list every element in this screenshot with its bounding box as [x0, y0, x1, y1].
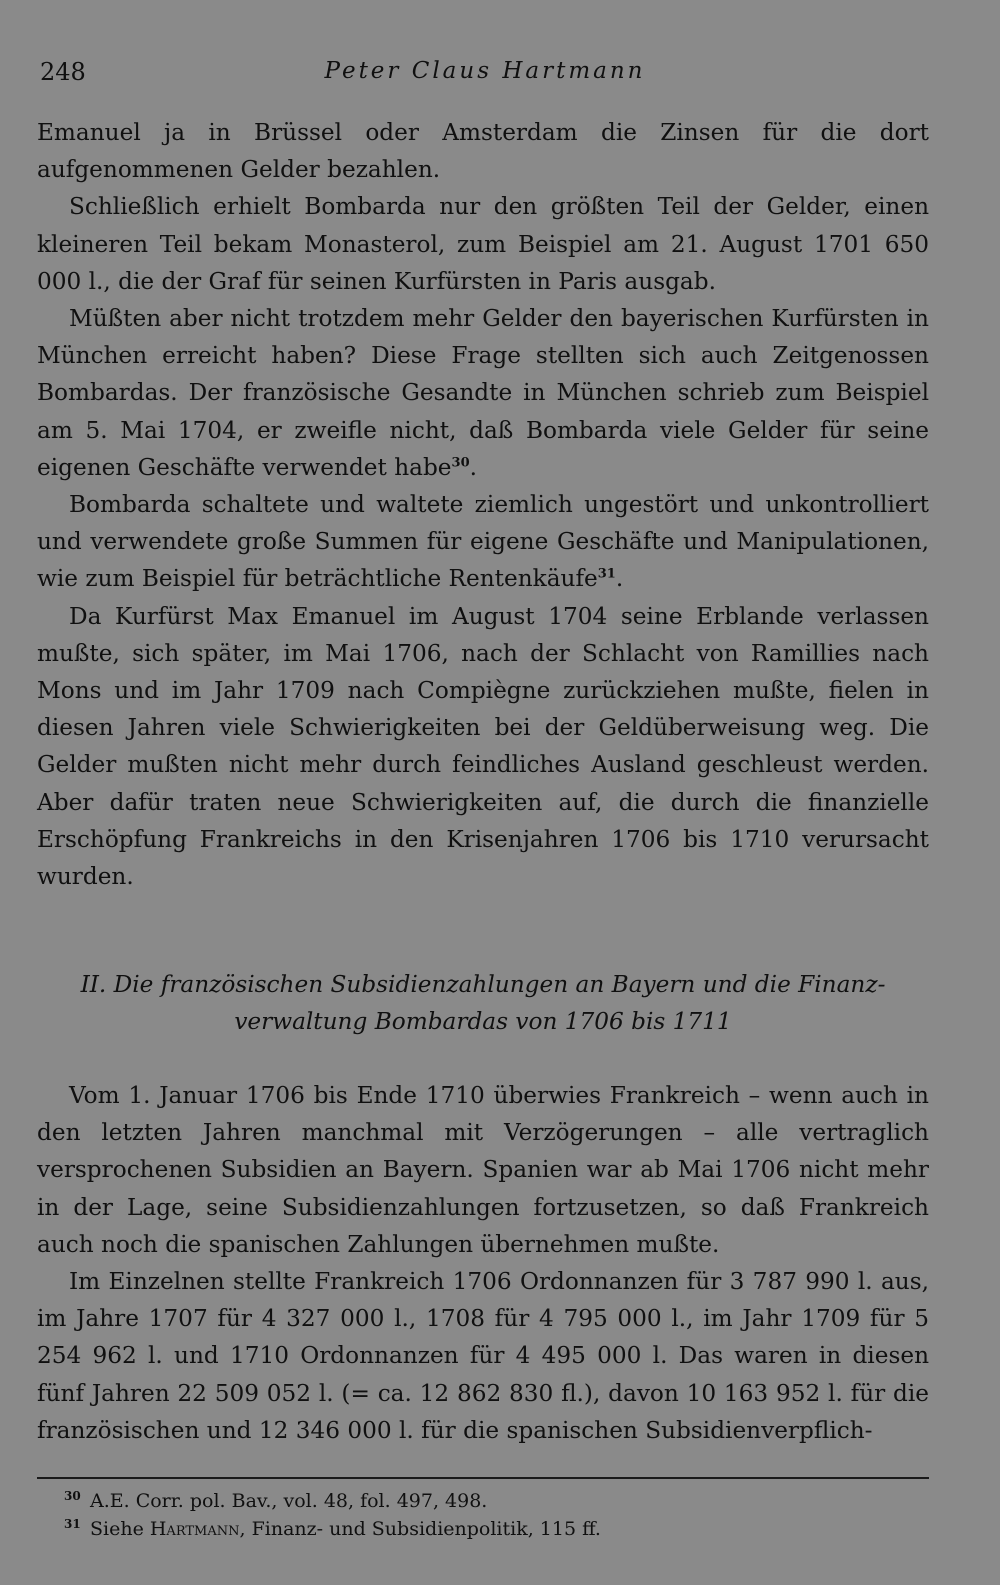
paragraph: Emanuel ja in Brüssel oder Amsterdam die Zinsen für die dort aufgenommenen Gelder bezahlen.	[37, 119, 929, 184]
body-text-section-2	[37, 1077, 929, 1449]
section-heading	[37, 966, 929, 1040]
paragraph: Vom 1. Januar 1706 bis Ende 1710 überwies Frankreich – wenn auch in den letzten Jahren manchmal mit Verzögerungen – alle vertraglich versprochenen Subsidien an Bayern. Spanien war ab Mai 1706 nicht mehr in der Lage, seine Subsidienzahlungen fortzusetzen, so daß Frankreich auch noch die spanischen Zahlungen übernehmen mußte.	[37, 1082, 929, 1258]
footnote-text: A.E. Corr. pol. Bav., vol. 48, fol. 497, 498.	[90, 1490, 488, 1512]
footnote-text-prefix: Siehe	[90, 1518, 150, 1540]
body-text-section-1	[37, 114, 929, 895]
footnote: 30 A.E. Corr. pol. Bav., vol. 48, fol. 497, 498.	[64, 1488, 488, 1512]
paragraph-punctuation: .	[615, 565, 624, 593]
paragraph-text: Müßten aber nicht trotzdem mehr Gelder den bayerischen Kurfürsten in München erreicht haben? Diese Frage stellten sich auch Zeitgenossen Bombardas. Der französische Gesandte in München schrieb zum Beispiel am 5. Mai 1704, er zweifle nicht, daß Bombarda viele Gelder für seine eigenen Geschäfte verwendet habe	[37, 305, 929, 481]
paragraph	[37, 486, 929, 598]
footnote-divider	[37, 1477, 929, 1479]
running-head-author: Peter Claus Hartmann	[324, 58, 646, 84]
paragraph: Schließlich erhielt Bombarda nur den größten Teil der Gelder, einen kleineren Teil bekam Monasterol, zum Beispiel am 21. August 1701 650 000 l., die der Graf für seinen Kurfürsten in Paris ausgab.	[37, 193, 929, 295]
page-number: 248	[40, 58, 86, 86]
paragraph-text: Bombarda schaltete und waltete ziemlich ungestört und unkontrolliert und verwendete große Summen für eigene Geschäfte und Manipulationen, wie zum Beispiel für beträchtliche Rentenkäufe	[37, 491, 929, 593]
section-heading-line: verwaltung Bombardas von 1706 bis 1711	[234, 1008, 732, 1035]
footnote: 31 Siehe Hartmann, Finanz- und Subsidienpolitik, 115 ff.	[64, 1516, 601, 1540]
footnote-author: Hartmann	[149, 1518, 240, 1540]
section-heading-line: II. Die französischen Subsidienzahlungen an Bayern und die Finanz-	[80, 971, 886, 998]
paragraph	[37, 300, 929, 486]
footnote-text: , Finanz- und Subsidienpolitik, 115 ff.	[239, 1518, 601, 1540]
footnote-reference: 30	[451, 455, 470, 471]
paragraph: Im Einzelnen stellte Frankreich 1706 Ordonnanzen für 3 787 990 l. aus, im Jahre 1707 für 4 327 000 l., 1708 für 4 795 000 l., im Jahr 1709 für 5 254 962 l. und 1710 Ordonnanzen für 4 495 000 l. Das waren in diesen fünf Jahren 22 509 052 l. (= ca. 12 862 830 fl.), davon 10 163 952 l. für die französischen und 12 346 000 l. für die spanischen Subsidienverpflich-	[37, 1268, 929, 1444]
paragraph-punctuation: .	[469, 453, 478, 481]
footnote-reference: 31	[597, 566, 616, 582]
paragraph: Da Kurfürst Max Emanuel im August 1704 seine Erblande verlassen mußte, sich später, im Mai 1706, nach der Schlacht von Ramillies nach Mons und im Jahr 1709 nach Compiègne zurückziehen mußte, fielen in diesen Jahren viele Schwierigkeiten bei der Geldüberweisung weg. Die Gelder mußten nicht mehr durch feindliches Ausland geschleust werden. Aber dafür traten neue Schwierigkeiten auf, die durch die finanzielle Erschöpfung Frankreichs in den Krisenjahren 1706 bis 1710 verursacht wurden.	[37, 602, 929, 891]
footnotes	[64, 1487, 924, 1543]
page-header	[40, 58, 930, 98]
